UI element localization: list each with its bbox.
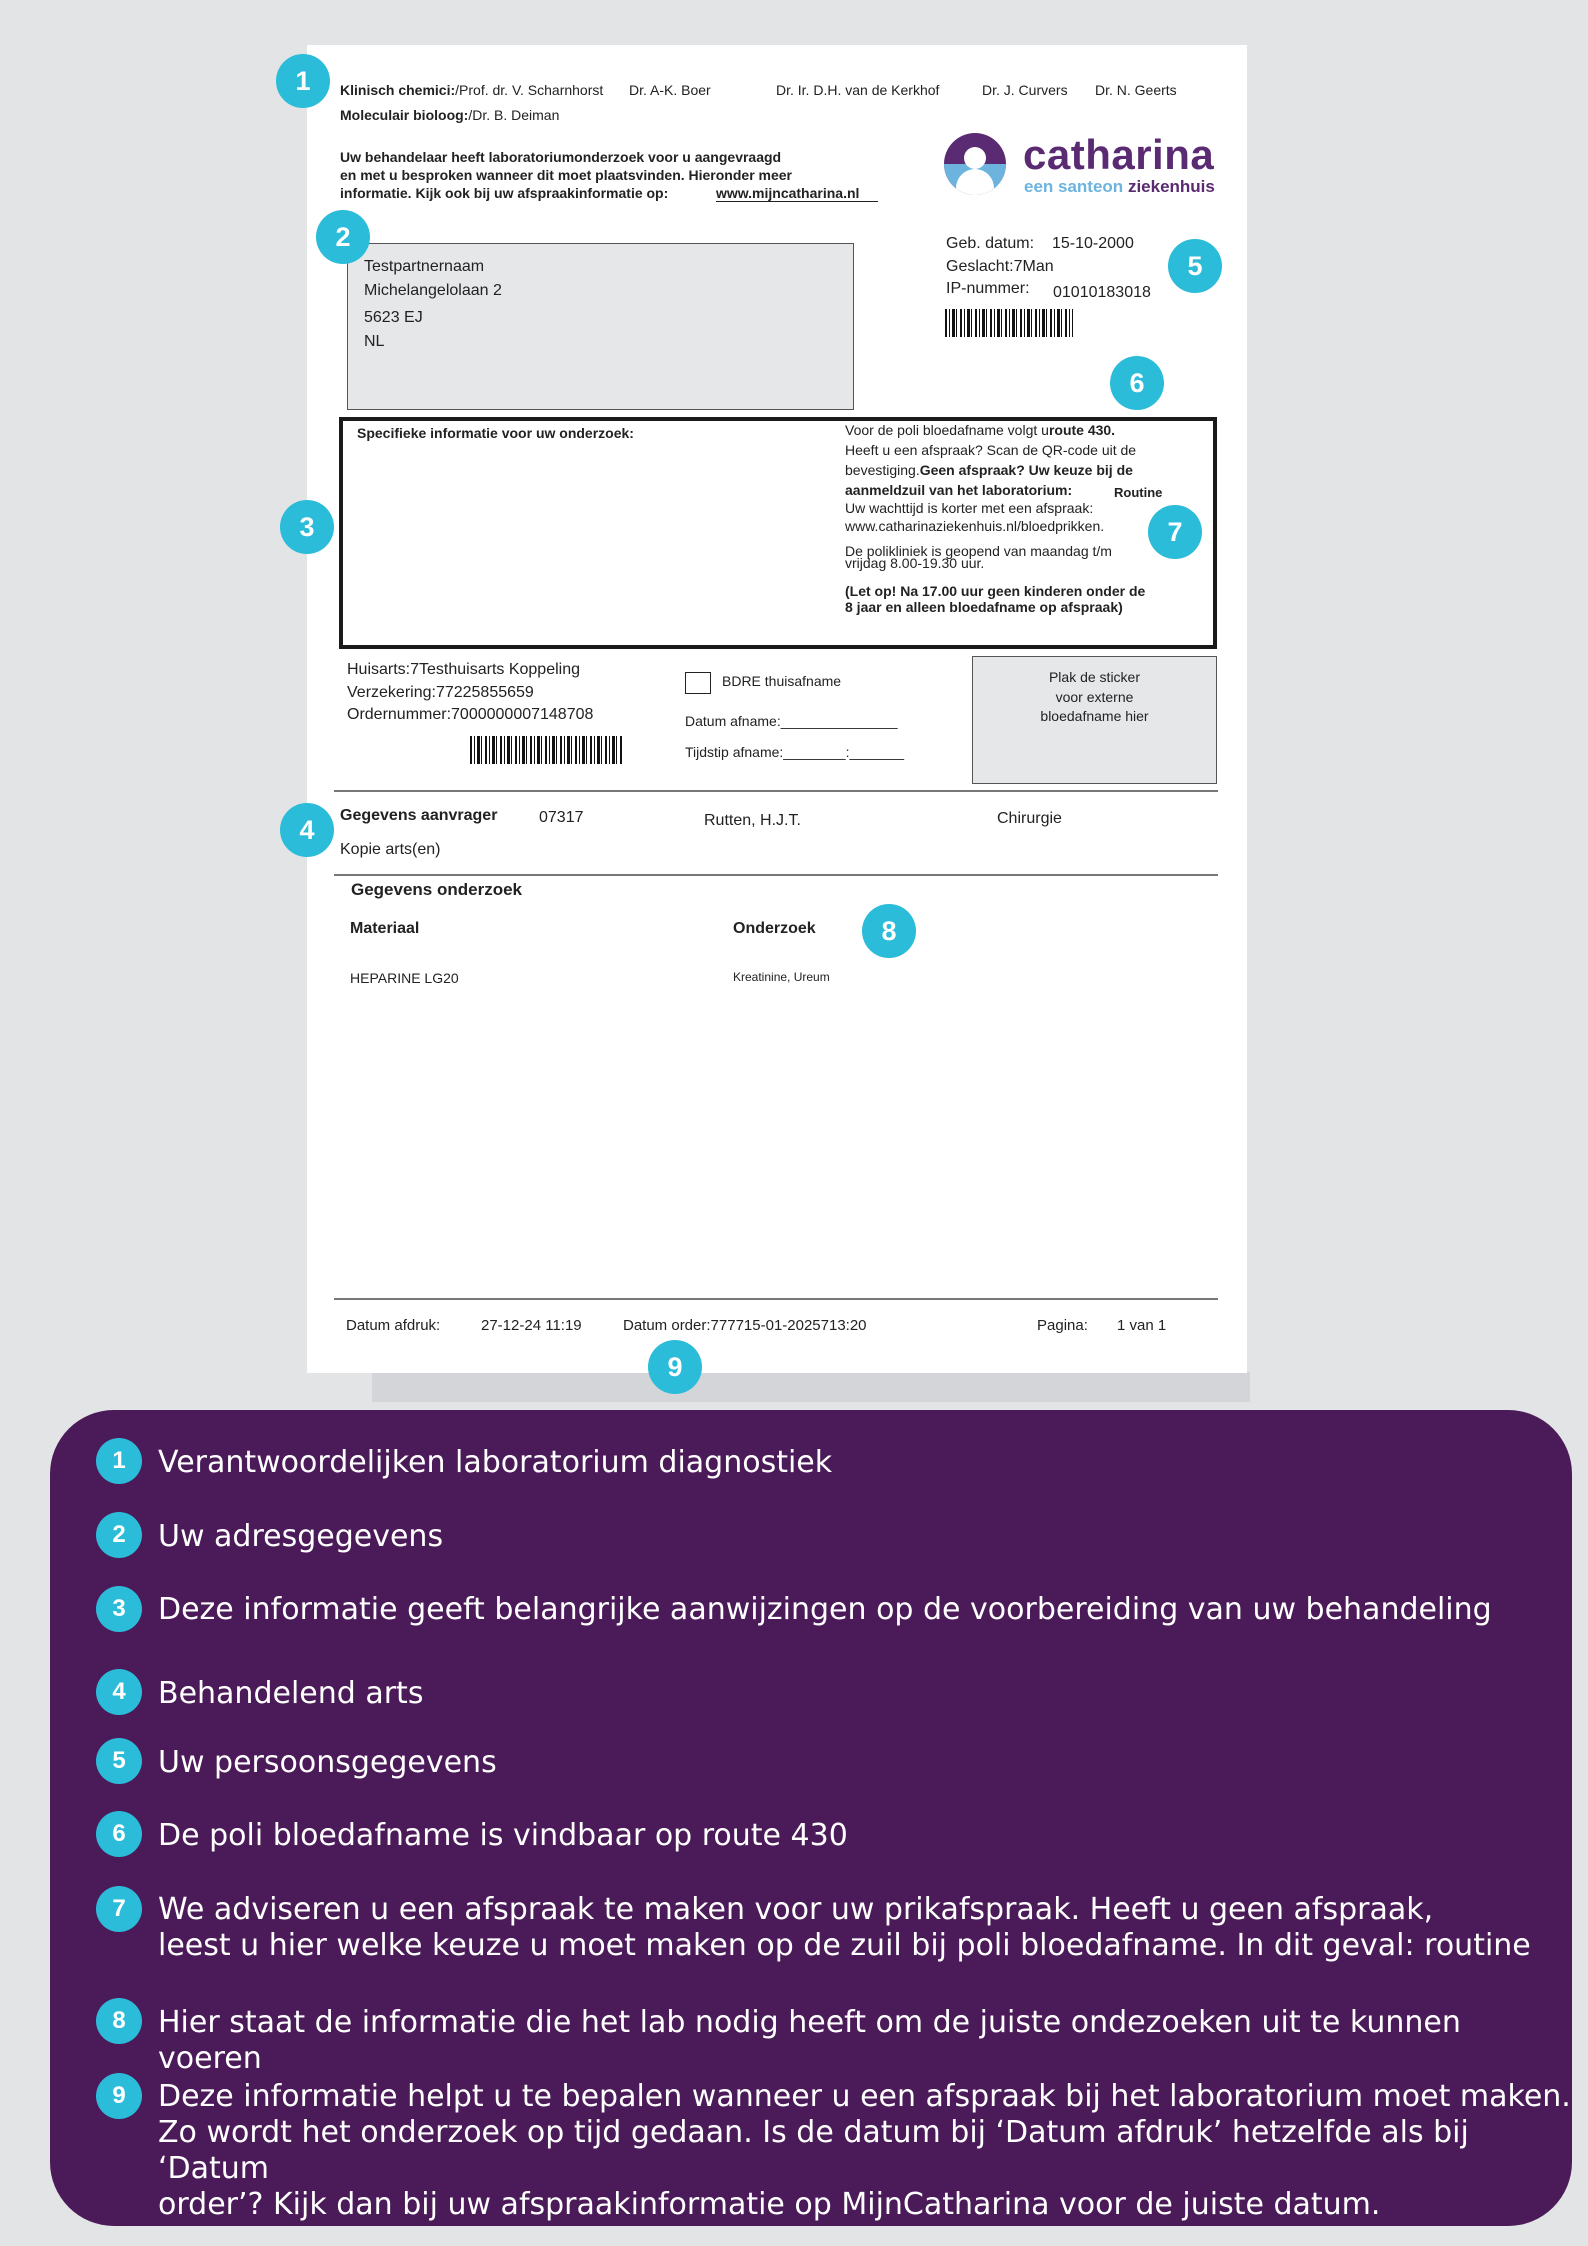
qr-line-2a: bevestiging. [845,462,920,478]
gender-row [946,258,1054,276]
ordernummer: Ordernummer:7000000007148708 [347,706,594,723]
qr-line-1: Heeft u een afspraak? Scan de QR-code uit de [845,442,1137,458]
legend-item-4 [96,1669,423,1715]
dob-label: Geb. datum: [946,235,1035,252]
sticker-line-1: Plak de sticker [1048,669,1141,685]
legend-item-2 [96,1512,443,1558]
legend-text-6: De poli bloedafname is vindbaar op route 430 [158,1818,848,1853]
warn-line-1: (Let op! Na 17.00 uur geen kinderen onder de [845,583,1146,599]
tijdstip-afname[interactable]: Tijdstip afname:________:_______ [685,744,904,760]
legend-item-6 [96,1811,848,1857]
marker-3: 3 [280,500,334,554]
intro-line-3: informatie. Kijk ook bij uw afspraakinformatie op: [340,185,669,201]
address-name: Testpartnernaam [364,258,485,275]
intro-line-2: en met u besproken wanneer dit moet plaatsvinden. Hieronder meer [340,167,793,183]
legend-item-3 [96,1586,1492,1632]
catharina-logo-icon [944,133,1006,195]
huisarts: Huisarts:7Testhuisarts Koppeling [347,661,581,678]
col-materiaal: Materiaal [350,920,420,937]
onderzoek-title: Gegevens onderzoek [351,880,523,899]
warn-line-2: 8 jaar en alleen bloedafname op afspraak) [845,599,1123,615]
bioloog-name: /Dr. B. Deiman [468,107,560,123]
route-prefix: Voor de poli bloedafname volgt u [845,422,1049,438]
divider-2 [334,874,1218,876]
afdruk-label: Datum afdruk: [346,1317,441,1334]
legend-marker-4: 4 [96,1669,142,1715]
legend-panel [50,1410,1572,2226]
dob-value: 15-10-2000 [1052,235,1134,252]
ip-label: IP-nummer: [946,280,1030,297]
aanvrager-name: Rutten, H.J.T. [704,812,801,829]
marker-5: 5 [1168,239,1222,293]
materiaal-value: HEPARINE LG20 [350,970,459,986]
chemici-row [340,82,603,98]
afdruk-value: 27-12-24 11:19 [481,1317,582,1334]
marker-8: 8 [862,904,916,958]
bioloog-label: Moleculair bioloog: [340,107,469,123]
divider-3 [334,1298,1218,1300]
qr-line-3: aanmeldzuil van het laboratorium: [845,482,1073,498]
kopie-artsen: Kopie arts(en) [340,841,441,858]
marker-6: 6 [1110,356,1164,410]
aanvrager-code: 07317 [539,809,584,826]
choice-routine: Routine [1114,485,1163,500]
qr-line-2 [845,462,1133,478]
marker-7: 7 [1148,505,1202,559]
logo-tagline-b: ziekenhuis [1127,177,1215,196]
aanvrager-dept: Chirurgie [997,810,1062,827]
logo-tagline-a: een santeon [1024,177,1124,196]
order-barcode [470,736,622,764]
qr-line-2b: Geen afspraak? Uw keuze bij de [919,462,1133,478]
route-line [845,422,1115,438]
legend-item-9 [96,2073,1572,2223]
legend-marker-3: 3 [96,1586,142,1632]
chemist-3: Dr. Ir. D.H. van de Kerkhof [776,82,940,98]
sticker-line-2: voor externe [1055,689,1134,705]
wait-line-2: www.catharinaziekenhuis.nl/bloedprikken. [845,518,1105,534]
legend-text-7: We adviseren u een afspraak te maken voor uw prikafspraak. Heeft u geen afspraak, leest u hier welke keuze u moet maken op de zuil bij poli bloedafname. In dit geval: routine [158,1892,1531,1963]
address-street: Michelangelolaan 2 [364,282,502,299]
lab-form [307,45,1247,1373]
datum-afname[interactable]: Datum afname:_______________ [685,713,898,729]
legend-text-4: Behandelend arts [158,1676,424,1711]
legend-item-5 [96,1738,497,1784]
legend-item-1 [96,1438,832,1484]
bioloog-row [340,107,559,123]
legend-marker-5: 5 [96,1738,142,1784]
wait-line-1: Uw wachttijd is korter met een afspraak: [845,500,1094,516]
legend-marker-2: 2 [96,1512,142,1558]
divider-1 [334,790,1218,792]
legend-item-7 [96,1886,1531,1964]
gender-label: Geslacht: [946,258,1014,275]
address-country: NL [364,333,385,350]
open-line-1: De polikliniek is geopend van maandag t/m [845,543,1112,559]
pagina-value: 1 van 1 [1117,1317,1167,1334]
legend-text-1: Verantwoordelijken laboratorium diagnostiek [158,1445,833,1480]
logo-name: catharina [1023,131,1215,178]
bdre-label: BDRE thuisafname [722,673,842,689]
address-postal: 5623 EJ [364,309,423,326]
marker-4: 4 [280,803,334,857]
chemist-1: /Prof. dr. V. Scharnhorst [455,82,604,98]
order-date [623,1317,867,1334]
legend-text-9: Deze informatie helpt u te bepalen wanneer u een afspraak bij het laboratorium moet maken. Zo wordt het onderzoek op tijd gedaan. Is de datum bij ‘Datum afdruk’ hetzelfde als bij ‘Datum order’? Kijk dan bij uw afspraakinformatie op MijnCatharina voor de juiste datum. [158,2079,1571,2222]
patient-barcode [945,309,1073,337]
legend-text-2: Uw adresgegevens [158,1519,444,1554]
chemist-5: Dr. N. Geerts [1095,82,1177,98]
marker-1: 1 [276,54,330,108]
verzekering: Verzekering:77225855659 [347,684,534,701]
order-date-label: Datum order: [623,1317,711,1334]
pagina-label: Pagina: [1037,1317,1088,1334]
logo-tagline [1024,177,1215,197]
paper-shadow [372,1372,1250,1402]
chemist-4: Dr. J. Curvers [982,82,1068,98]
legend-text-8: Hier staat de informatie die het lab nodig heeft om de juiste ondezoeken uit te kunnen voeren [158,2005,1461,2076]
bdre-checkbox[interactable] [685,672,711,694]
onderzoek-value: Kreatinine, Ureum [733,970,830,984]
order-date-value: 777715-01-2025713:20 [710,1317,867,1334]
legend-text-5: Uw persoonsgegevens [158,1745,497,1780]
legend-marker-9: 9 [96,2073,142,2119]
legend-marker-8: 8 [96,1998,142,2044]
legend-marker-6: 6 [96,1811,142,1857]
sticker-line-3: bloedafname hier [1040,708,1149,724]
intro-line-1: Uw behandelaar heeft laboratoriumonderzoek voor u aangevraagd [340,149,782,165]
aanvrager-label: Gegevens aanvrager [340,807,498,824]
gender-value: 7Man [1013,258,1054,275]
website-link[interactable]: www.mijncatharina.nl [716,185,878,202]
open-line-2: vrijdag 8.00-19.30 uur. [845,555,985,571]
legend-item-8 [96,1998,1572,2077]
chemist-2: Dr. A-K. Boer [629,82,711,98]
col-onderzoek: Onderzoek [733,920,816,937]
chemici-label: Klinisch chemici: [340,82,456,98]
legend-text-3: Deze informatie geeft belangrijke aanwijzingen op de voorbereiding van uw behandeling [158,1592,1492,1627]
marker-9: 9 [648,1340,702,1394]
legend-marker-1: 1 [96,1438,142,1484]
route-bold: route 430. [1048,422,1116,438]
marker-2: 2 [316,210,370,264]
info-heading: Specifieke informatie voor uw onderzoek: [357,425,634,441]
legend-marker-7: 7 [96,1886,142,1932]
ip-value: 01010183018 [1053,284,1151,301]
